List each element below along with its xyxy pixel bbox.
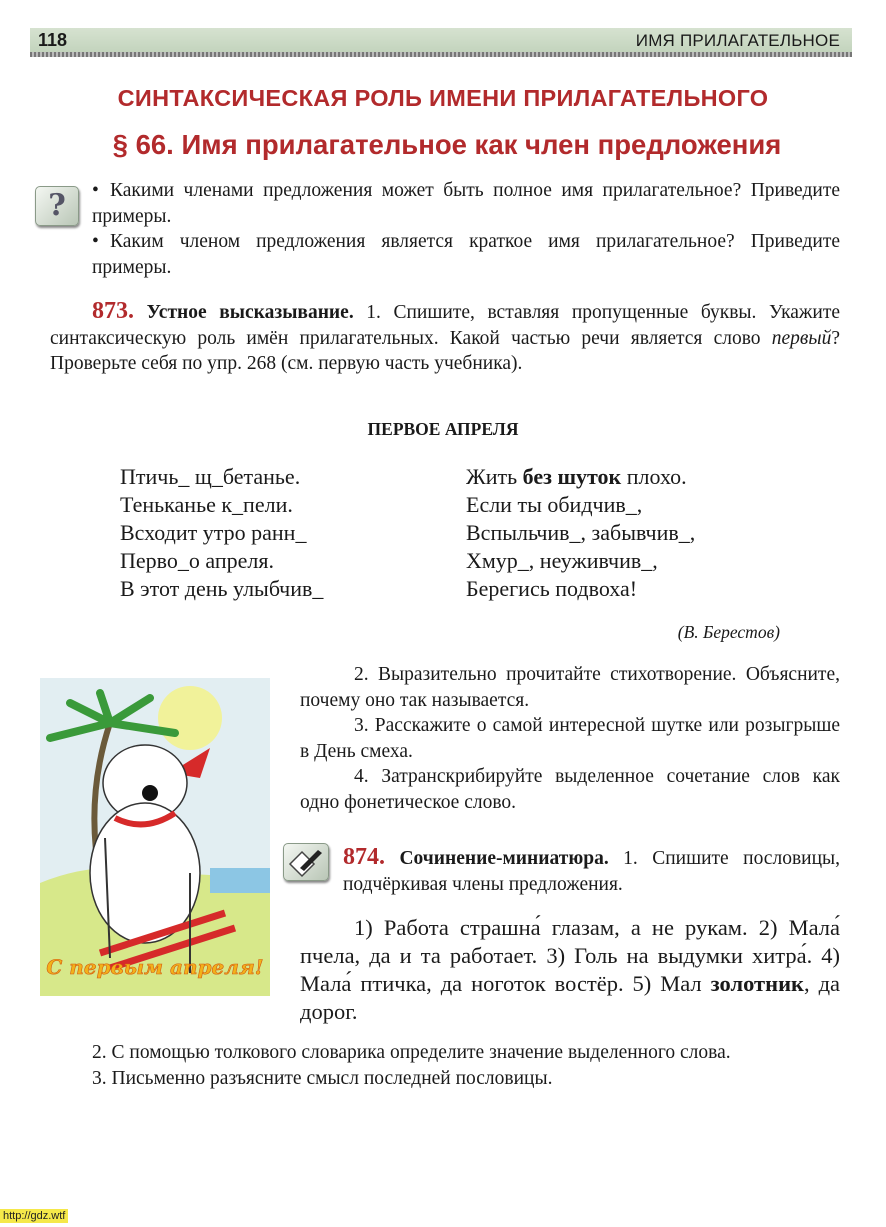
exercise-873 [50,299,840,377]
exercise-number: 873. [92,298,134,324]
pen-paper-icon [284,844,328,880]
question-item: • Какими членами предложения может быть полное имя прилагательное? Приведите примеры. [92,180,840,227]
proverbs-text: 1) Работа страшна́ глазам, а не рукам. 2) Мала́ пчела, да и та работает. 3) Голь на выдумки хитра́. 4) Мала́ птичка, да ноготок востёр. 5) Мал [300,915,840,996]
question-text: Какими членами предложения может быть полное имя прилагательное? Приведите примеры. [92,180,840,227]
poem-author: (В. Берестов) [677,622,780,642]
exercise-873-tasks [300,662,840,815]
page-number: 118 [38,30,68,50]
poem-text: плохо. [621,464,687,489]
exercise-text: 1. Спишите пословицы, подчёркивая члены предложения. [343,848,840,895]
exercise-type: Устное высказывание. [146,302,354,323]
italic-word: первый [771,327,832,349]
poem-column-2 [466,463,695,603]
exercise-type: Сочинение-миниатюра. [399,848,609,869]
exercise-874 [343,845,840,897]
exercise-874-tasks [50,1040,840,1091]
polar-bear-illustration [40,678,270,996]
illustration-graphic [40,678,270,996]
poem-line: Всходит утро ранн_ [120,520,307,545]
writing-icon [283,843,329,881]
poem-line: Берегись подвоха! [466,576,638,601]
question-item: • Каким членом предложения является краткое имя прилагательное? Приведите примеры. [92,231,840,278]
question-text: Каким членом предложения является краткое имя прилагательное? Приведите примеры. [92,231,840,278]
poem-line: Теньканье к_пели. [120,492,293,517]
task-item: 3. Расскажите о самой интересной шутке или розыгрыше в День смеха. [300,715,840,762]
exercise-text: ? Проверьте себя по упр. 268 (см. первую часть учебника). [50,327,840,374]
poem-column-1 [120,463,323,603]
poem-line: Если ты обидчив_, [466,492,643,517]
poem-text: Жить [466,464,523,489]
poem-line: Хмур_, неуживчив_, [466,548,658,573]
poem-line: Перво_о апреля. [120,548,274,573]
poem-line [466,463,695,491]
task-item: 2. Выразительно прочитайте стихотворение. Объясните, почему оно так называется. [300,664,840,711]
proverbs-text: , да дорог. [300,971,840,1024]
section-title: СИНТАКСИЧЕСКАЯ РОЛЬ ИМЕНИ ПРИЛАГАТЕЛЬНОГО [117,85,769,111]
question-icon: ? [35,186,79,226]
exercise-text: 1. Спишите, вставляя пропущенные буквы. Укажите синтаксическую роль имён прилагательных. Какой частью речи является слово [50,302,840,349]
poem-line: Птичь_ щ_бетанье. [120,464,301,489]
highlighted-phrase: без шуток [522,464,622,489]
task-item: 4. Затранскрибируйте выделенное сочетание слов как одно фонетическое слово. [300,766,840,813]
header-divider [30,52,852,57]
paragraph-title: § 66. Имя прилагательное как член предложения [112,129,782,160]
task-item: 2. С помощью толкового словарика определите значение выделенного слова. [92,1042,731,1063]
poem-title: ПЕРВОЕ АПРЕЛЯ [367,419,519,439]
task-item: 3. Письменно разъясните смысл последней пословицы. [92,1067,553,1089]
running-title: ИМЯ ПРИЛАГАТЕЛЬНОЕ [635,31,840,50]
watermark-link[interactable]: http://gdz.wtf [0,1209,68,1223]
highlighted-word: золотник [710,971,804,996]
exercise-number: 874. [343,844,385,870]
poem-line: В этот день улыбчив_ [120,576,324,601]
illustration-caption: С первым апреля! [46,955,264,979]
proverbs [300,914,840,1026]
poem-line: Вспыльчив_, забывчив_, [466,520,696,545]
